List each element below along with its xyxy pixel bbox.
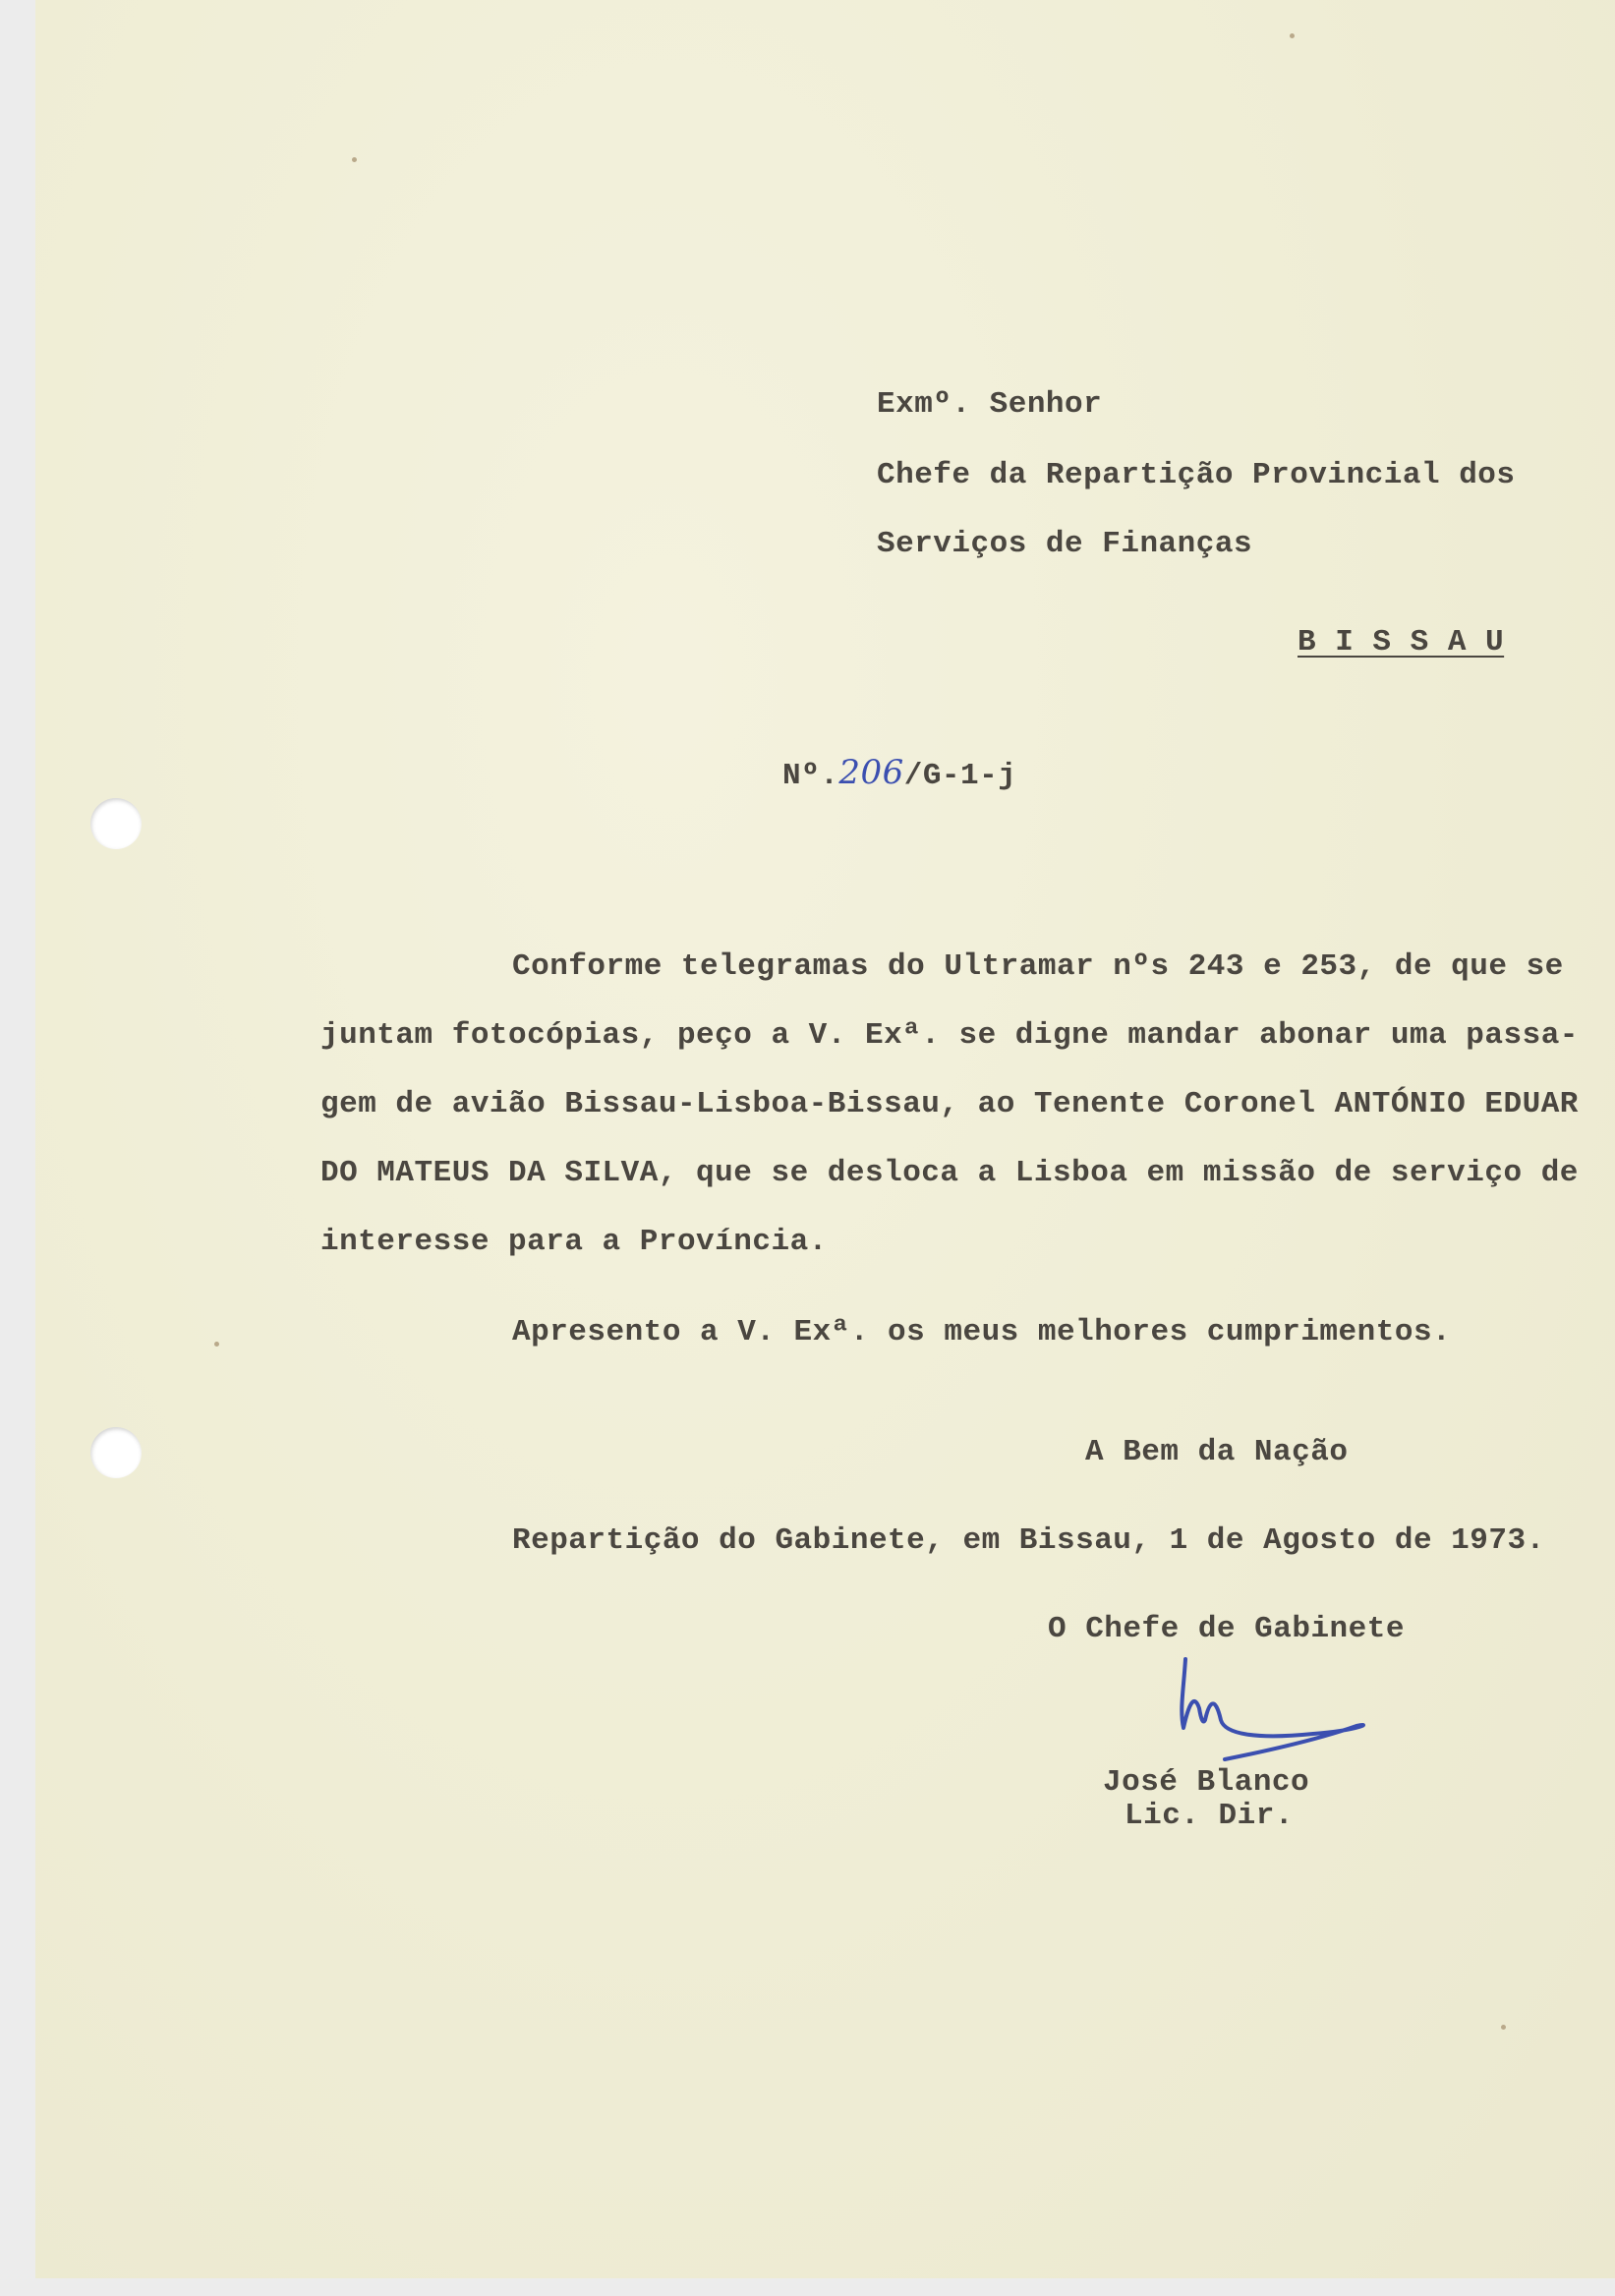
reference-handwritten-number: 206	[838, 753, 904, 792]
closing-line: Apresento a V. Exª. os meus melhores cumprimentos.	[512, 1315, 1452, 1349]
paper-speck	[1290, 33, 1295, 38]
paper-speck	[1501, 2025, 1506, 2030]
signature-scribble	[1166, 1651, 1392, 1779]
reference-suffix: /G-1-j	[903, 759, 1017, 793]
signatory-name: José Blanco	[1103, 1765, 1310, 1800]
motto: A Bem da Nação	[1085, 1435, 1349, 1469]
signatory-degree: Lic. Dir.	[1125, 1799, 1294, 1833]
addressee-salutation: Exmº. Senhor	[877, 387, 1103, 422]
punch-hole-top	[90, 798, 142, 849]
place-date: Repartição do Gabinete, em Bissau, 1 de Agosto de 1973.	[512, 1523, 1545, 1558]
document-page	[35, 0, 1615, 2278]
body-line-4: DO MATEUS DA SILVA, que se desloca a Lisboa em missão de serviço de	[320, 1156, 1579, 1190]
addressee-line-1: Chefe da Repartição Provincial dos	[877, 458, 1516, 492]
body-line-1: Conforme telegramas do Ultramar nºs 243 e 253, de que se	[512, 949, 1564, 984]
reference-prefix: Nº.	[782, 759, 839, 793]
addressee-line-2: Serviços de Finanças	[877, 527, 1253, 561]
addressee-city: B I S S A U	[1298, 625, 1505, 660]
body-line-2: juntam fotocópias, peço a V. Exª. se digne mandar abonar uma passa-	[320, 1018, 1579, 1053]
body-line-5: interesse para a Província.	[320, 1225, 828, 1259]
paper-speck	[214, 1342, 219, 1347]
signatory-title: O Chefe de Gabinete	[1048, 1612, 1405, 1646]
paper-speck	[352, 157, 357, 162]
body-line-3: gem de avião Bissau-Lisboa-Bissau, ao Tenente Coronel ANTÓNIO EDUAR	[320, 1087, 1579, 1121]
punch-hole-bottom	[90, 1427, 142, 1478]
reference-number	[782, 753, 1016, 793]
